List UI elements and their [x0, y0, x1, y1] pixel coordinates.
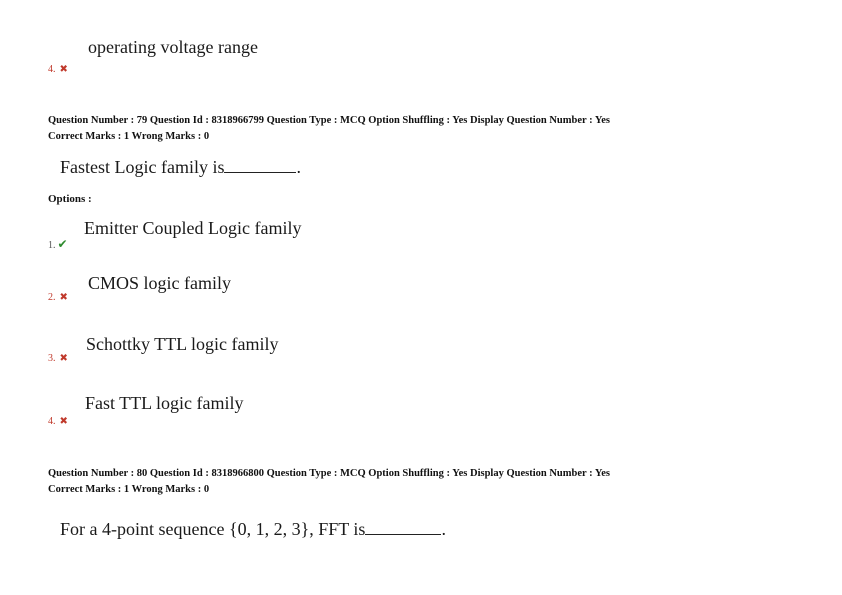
option-number-label: 4.: [48, 416, 56, 427]
question-text: [60, 157, 301, 178]
period: .: [441, 519, 446, 539]
option-text: Emitter Coupled Logic family: [84, 218, 302, 238]
marks-meta: Correct Marks : 1 Wrong Marks : 0: [48, 131, 210, 142]
option-text: operating voltage range: [88, 37, 258, 57]
question-meta: Question Number : 79 Question Id : 8318966799 Question Type : MCQ Option Shuffling : Yes Display Question Number : Yes: [48, 115, 611, 126]
period: .: [296, 157, 301, 177]
answer-blank: [365, 534, 441, 535]
question-meta: Question Number : 80 Question Id : 8318966800 Question Type : MCQ Option Shuffling : Yes Display Question Number : Yes: [48, 468, 611, 479]
option-number-label: 1.: [48, 240, 56, 251]
answer-blank: [224, 172, 296, 173]
question-text: [60, 519, 446, 540]
check-icon: ✔: [57, 237, 68, 251]
option-number: [48, 416, 68, 427]
option-number-label: 4.: [48, 64, 56, 75]
question-text-label: For a 4-point sequence {0, 1, 2, 3}, FFT is: [60, 519, 366, 539]
option-number: [48, 353, 68, 364]
cross-icon: ✖: [59, 416, 68, 427]
cross-icon: ✖: [59, 353, 68, 364]
option-number: [48, 237, 68, 252]
option-text: Fast TTL logic family: [85, 393, 244, 413]
option-number-label: 2.: [48, 292, 56, 303]
option-number-label: 3.: [48, 353, 56, 364]
marks-meta: Correct Marks : 1 Wrong Marks : 0: [48, 484, 210, 495]
option-text: CMOS logic family: [88, 273, 231, 293]
question-text-label: Fastest Logic family is: [60, 157, 225, 177]
cross-icon: ✖: [59, 292, 68, 303]
options-label: Options :: [48, 193, 92, 205]
option-number: [48, 292, 68, 303]
option-text: Schottky TTL logic family: [86, 334, 279, 354]
option-number: [48, 64, 68, 75]
cross-icon: ✖: [59, 64, 68, 75]
